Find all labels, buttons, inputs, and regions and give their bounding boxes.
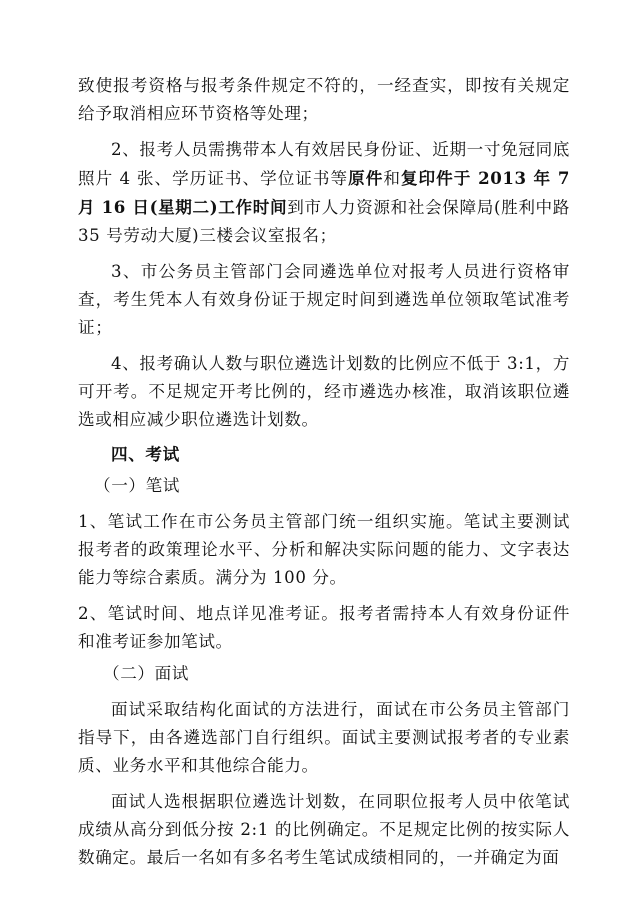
paragraph-continuation: 致使报考资格与报考条件规定不符的，一经查实，即按有关规定给予取消相应环节资格等处理； — [78, 76, 570, 123]
paragraph-item-2 — [78, 128, 570, 250]
item-2-and: 和 — [383, 169, 401, 188]
subheading-interview: （二）面试 — [103, 664, 189, 683]
item-2-bold-date: 于 2013 年 7 月 16 日(星期二)工作时间 — [78, 168, 570, 217]
paragraph-interview-1: 面试采取结构化面试的方法进行，面试在市公务员主管部门指导下，由各遴选部门自行组织。面试主要测试报考者的专业素质、业务水平和其他综合能力。 — [78, 700, 570, 775]
paragraph-item-3: 3、市公务员主管部门会同遴选单位对报考人员进行资格审查，考生凭本人有效身份证于规定时间到遴选单位领取笔试准考证； — [78, 262, 570, 337]
paragraph-item-4: 4、报考确认人数与职位遴选计划数的比例应不低于 3:1，方可开考。不足规定开考比例的，经市遴选办核准，取消该职位遴选或相应减少职位遴选计划数。 — [78, 354, 570, 429]
paragraph-written-2: 2、笔试时间、地点详见准考证。报考者需持本人有效身份证件和准考证参加笔试。 — [78, 604, 570, 651]
subheading-written-test: （一）笔试 — [94, 476, 180, 495]
paragraph-written-1: 1、笔试工作在市公务员主管部门统一组织实施。笔试主要测试报考者的政策理论水平、分析和解决实际问题的能力、文字表达能力等综合素质。满分为 100 分。 — [78, 512, 570, 587]
item-2-bold-original: 原件 — [348, 168, 384, 188]
document-page — [78, 72, 570, 872]
item-2-bold-copy: 复印件 — [400, 168, 454, 188]
item-2-location: 到市人力资源和社会保障局(胜利中路 35 号劳动大厦)三楼会议室报名； — [78, 198, 570, 245]
paragraph-interview-2: 面试人选根据职位遴选计划数，在同职位报考人员中依笔试成绩从高分到低分按 2:1 的比例确定。不足规定比例的按实际人数确定。最后一名如有多名考生笔试成绩相同的，一并确定为面 — [78, 792, 570, 867]
section-heading-exam: 四、考试 — [111, 444, 180, 464]
item-2-text: 2、报考人员需携带本人有效居民身份证、近期一寸免冠同底照片 4 张、学历证书、学位证书等 — [78, 140, 570, 188]
